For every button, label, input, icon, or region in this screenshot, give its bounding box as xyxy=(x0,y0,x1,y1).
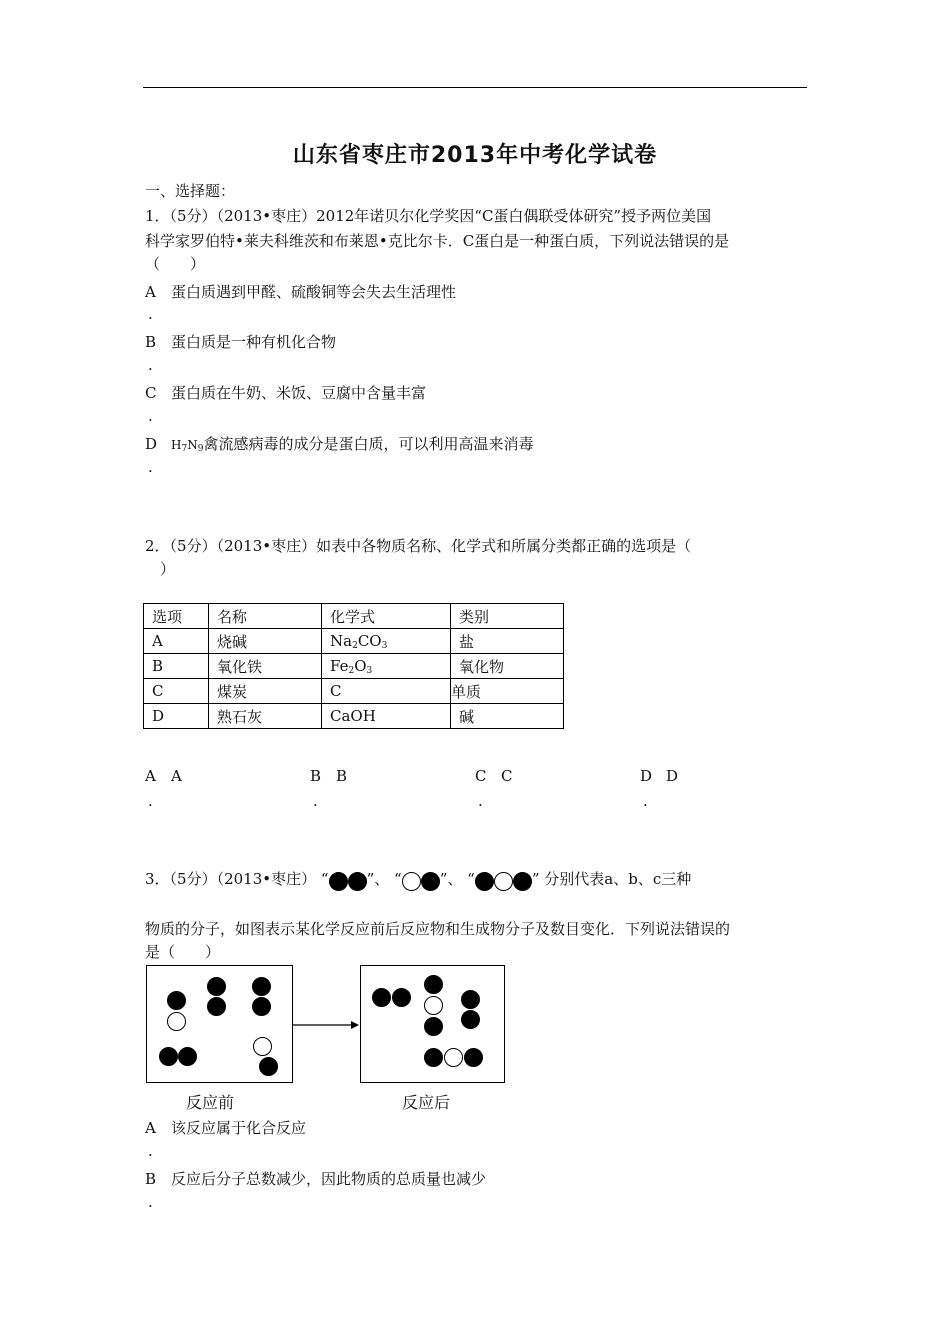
page-title: 山东省枣庄市2013年中考化学试卷 xyxy=(292,143,658,168)
atom-black xyxy=(424,975,443,994)
q1-line2: 科学家罗伯特•莱夫科维茨和布莱恩•克比尔卡．C蛋白是一种蛋白质，下列说法错误的是 xyxy=(145,232,730,250)
table-cell: 烧碱 xyxy=(209,629,322,654)
option-dot: . xyxy=(148,1193,153,1211)
q2-table xyxy=(143,603,564,729)
q1-line3: （ ） xyxy=(145,255,206,273)
table-cell: 熟石灰 xyxy=(209,704,322,729)
formula-cell: CaOH xyxy=(322,704,451,729)
option-dot: . xyxy=(643,792,648,810)
reaction-arrow-icon xyxy=(293,1018,361,1032)
option-dot: . xyxy=(148,356,153,374)
molecule-b-icon xyxy=(402,867,440,893)
option-dot: . xyxy=(148,1142,153,1160)
formula-cell: C xyxy=(322,679,451,704)
option-dot: . xyxy=(313,792,318,810)
caption-before: 反应前 xyxy=(186,1093,235,1112)
atom-black xyxy=(159,1047,178,1066)
before-reaction-box xyxy=(146,965,293,1083)
option-dot: . xyxy=(478,792,483,810)
table-row xyxy=(144,704,564,729)
molecule-a-icon xyxy=(329,867,367,893)
table-header-row xyxy=(144,604,564,629)
q1-option-d[interactable]: D $H_7N_9$禽流感病毒的成分是蛋白质，可以利用高温来消毒 xyxy=(145,435,534,454)
table-cell: B xyxy=(144,654,209,679)
table-cell: 氧化物 xyxy=(451,654,564,679)
table-cell: 碱 xyxy=(451,704,564,729)
atom-black xyxy=(424,1017,443,1036)
q2-line2: ） xyxy=(160,560,176,578)
table-row xyxy=(144,629,564,654)
q1-option-a[interactable]: A 蛋白质遇到甲醛、硫酸铜等会失去生活理性 xyxy=(145,283,457,301)
atom-black xyxy=(392,988,411,1007)
option-dot: . xyxy=(148,792,153,810)
molecule-c-icon xyxy=(475,867,532,893)
q1-option-b[interactable]: B 蛋白质是一种有机化合物 xyxy=(145,333,337,351)
table-cell: A xyxy=(144,629,209,654)
table-cell: C xyxy=(144,679,209,704)
caption-after: 反应后 xyxy=(402,1093,451,1112)
atom-black xyxy=(252,977,271,996)
header-rule xyxy=(143,87,807,88)
table-header: 类别 xyxy=(451,604,564,629)
q3-option-b[interactable]: B 反应后分子总数减少，因此物质的总质量也减少 xyxy=(145,1170,487,1188)
q3-option-a[interactable]: A 该反应属于化合反应 xyxy=(145,1119,307,1137)
atom-black xyxy=(167,991,186,1010)
option-dot: . xyxy=(148,305,153,323)
section-heading: 一、选择题： xyxy=(145,182,236,200)
formula-cell: $Na_2CO_3$ xyxy=(322,629,451,654)
option-dot: . xyxy=(148,407,153,425)
atom-black xyxy=(464,1048,483,1067)
atom-black xyxy=(252,997,271,1016)
atom-black xyxy=(461,990,480,1009)
atom-white xyxy=(444,1048,463,1067)
q2-answer-a[interactable]: A A xyxy=(145,767,182,785)
table-row xyxy=(144,654,564,679)
table-cell: D xyxy=(144,704,209,729)
table-cell: 盐 xyxy=(451,629,564,654)
atom-white xyxy=(253,1037,272,1056)
q3-line3: 是（ ） xyxy=(145,943,221,961)
table-header: 名称 xyxy=(209,604,322,629)
formula-cell: $Fe_2O_3$ xyxy=(322,654,451,679)
virus-formula: $H_7N_9$ xyxy=(171,438,204,454)
atom-black xyxy=(178,1047,197,1066)
table-row xyxy=(144,679,564,704)
atom-black xyxy=(207,977,226,996)
q3-line1: 3．（5分）（2013•枣庄） “ ”、 “ ”、 “ ” 分别代表a、b、c三种 xyxy=(145,866,691,892)
atom-black xyxy=(259,1057,278,1076)
q2-line1: 2．（5分）（2013•枣庄）如表中各物质名称、化学式和所属分类都正确的选项是（ xyxy=(145,537,692,555)
atom-black xyxy=(424,1048,443,1067)
atom-black xyxy=(207,997,226,1016)
atom-white xyxy=(424,996,443,1015)
atom-black xyxy=(372,988,391,1007)
q1-line1: 1．（5分）（2013•枣庄）2012年诺贝尔化学奖因“C蛋白偶联受体研究”授予两位美国 xyxy=(145,207,712,225)
q2-answer-b[interactable]: B B xyxy=(310,767,348,785)
q2-answer-c[interactable]: C C xyxy=(475,767,513,785)
after-reaction-box xyxy=(360,965,505,1083)
table-header: 化学式 xyxy=(322,604,451,629)
option-dot: . xyxy=(148,458,153,476)
atom-white xyxy=(167,1012,186,1031)
table-cell: 煤炭 xyxy=(209,679,322,704)
atom-black xyxy=(461,1010,480,1029)
table-cell: 单质 xyxy=(451,679,564,704)
q2-answer-d[interactable]: D D xyxy=(640,767,679,785)
table-cell: 氧化铁 xyxy=(209,654,322,679)
table-header: 选项 xyxy=(144,604,209,629)
q1-option-c[interactable]: C 蛋白质在牛奶、米饭、豆腐中含量丰富 xyxy=(145,384,427,402)
q3-line2: 物质的分子，如图表示某化学反应前后反应物和生成物分子及数目变化．下列说法错误的 xyxy=(145,920,731,938)
